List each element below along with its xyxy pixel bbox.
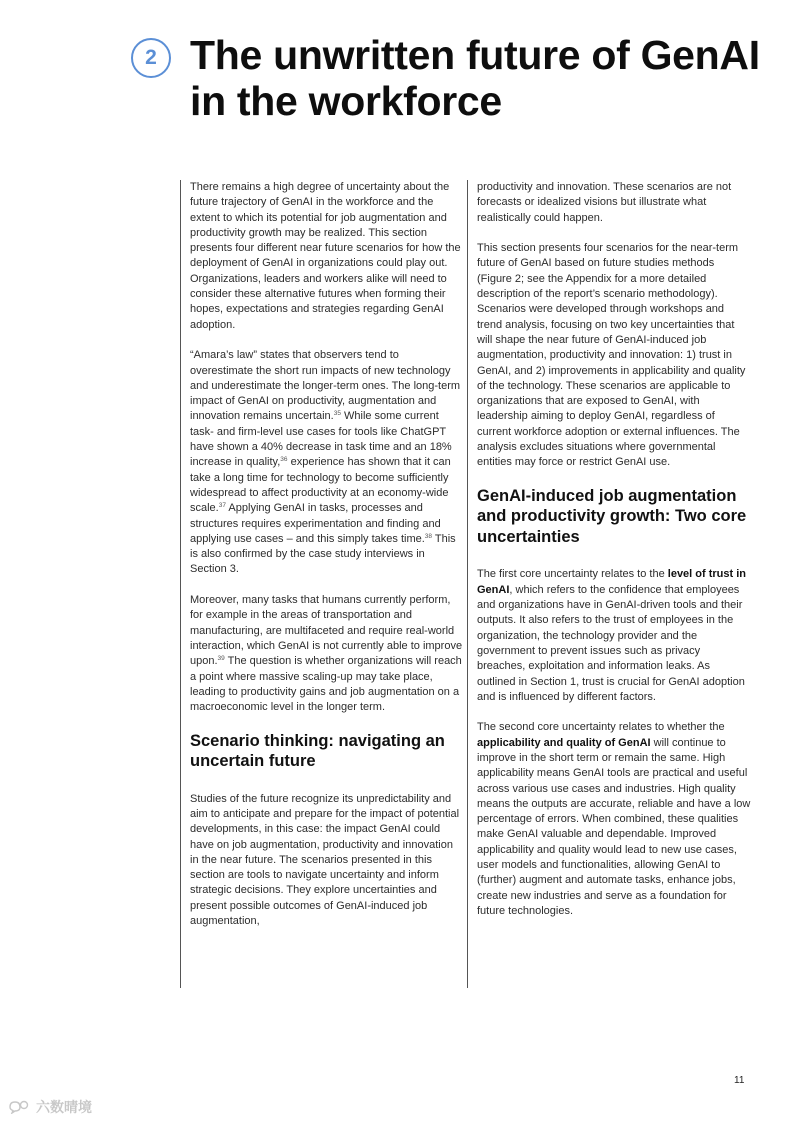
chat-bubble-logo-icon [8, 1100, 30, 1114]
footnote-ref: 37 [218, 502, 226, 510]
watermark-text: 六数晴境 [36, 1099, 92, 1115]
scenarios-method-paragraph: This section presents four scenarios for the near-term future of GenAI based on future studies methods (Figure 2; see the Appendix for a more detailed description of the report’s scenario methodology). Scenarios were developed through workshops and trend analysis, focusing on two key uncertainties that will shape the near future of GenAI-induced job augmentation, productivity and innovation: 1) trust in GenAI, and 2) improvements in applicability and quality of the technology. These scenarios are applicable to organizations that are exposed to GenAI, with leadership aiming to deploy GenAI, regardless of current workforce adoption or external influences. The analysis excludes situations where governmental entities may force or restrict GenAI use. [477, 242, 746, 469]
amaras-law-paragraph: “Amara’s law” states that observers tend to overestimate the short run impacts of new technology and underestimate the longer-term ones. The long-term impact of GenAI on productivity, augmentation and innovation remains uncertain.$^{35}$ While some current task- and firm-level use cases for tools like ChatGPT have shown a 40% decrease in task time and an 18% increase in quality,$^{36}$ experience has shown that it can take a long time for technology to become sufficiently widespread to affect productivity at an economy-wide scale.$^{37}$ Applying GenAI in tasks, processes and structures requires experimentation and finding and applying use cases – and this simply takes time.$^{38}$ This is also confirmed by the case study interviews in Section 3. [190, 349, 461, 576]
section-heading-scenario-thinking: Scenario thinking: navigating an uncertain future [190, 731, 445, 771]
chapter-number-badge: 2 [131, 38, 171, 78]
left-column [190, 180, 464, 945]
left-column-rule [180, 180, 181, 988]
future-studies-paragraph: Studies of the future recognize its unpredictability and aim to anticipate and prepare for the impact of potential developments, in this case: the impact GenAI could have on job augmentation, productivity and innovation in the near future. The scenarios presented in this section are tools to navigate uncertainty and inform strategic decisions. They explore uncertainties and present possible outcomes of GenAI-induced job augmentation, [190, 792, 460, 928]
footnote-ref: 36 [280, 456, 288, 464]
footnote-ref: 39 [217, 655, 225, 663]
page-title: The unwritten future of GenAI in the workforce [190, 32, 760, 124]
section-heading-core-uncertainties: GenAI-induced job augmentation and productivity growth: Two core uncertainties [477, 486, 747, 546]
quality-paragraph: The second core uncertainty relates to whether the applicability and quality of GenAI will continue to improve in the short term or remain the same. High applicability means GenAI tools are practical and useful across various use cases and industries. High quality means the outputs are accurate, reliable and have a low percentage of errors. When combined, these qualities make GenAI valuable and dependable. Improved applicability and quality would lead to new use cases, user models and functionalities, allowing GenAI to (further) augment and automate tasks, enhance jobs, create new industries and serve as a foundation for future technologies. [477, 721, 751, 917]
page-number: 11 [734, 1075, 745, 1086]
intro-paragraph: There remains a high degree of uncertainty about the future trajectory of GenAI in the workforce and the extent to which its potential for job augmentation and productivity growth may be realized. This section presents four different near future scenarios for how the deployment of GenAI in organizations could play out. Organizations, leaders and workers alike will need to consider these alternative futures when forming their hopes, expectations and strategies regarding GenAI adoption. [190, 181, 461, 331]
right-column-rule [467, 180, 468, 988]
footnote-ref: 38 [424, 532, 433, 540]
watermark [8, 1097, 92, 1117]
highlight-applicability: applicability and quality of GenAI [477, 736, 651, 749]
footnote-ref: 35 [333, 410, 341, 418]
trust-paragraph: The first core uncertainty relates to the level of trust in GenAI, which refers to the confidence that employees and organizations have in GenAI-driven tools and their outputs. It also refers to the trust of employees in the organization, the technology provider and the government to prevent issues such as privacy breaches, exploitation and information leaks. As outlined in Section 1, trust is crucial for GenAI adoption and is influenced by different factors. [477, 568, 747, 703]
tasks-paragraph: Moreover, many tasks that humans currently perform, for example in the areas of transportation and manufacturing, are multifaceted and require real-world interaction, which GenAI is not currently able to improve upon.$^{39}$ The question is whether organizations will reach a point where massive scaling-up may take place, leading to productivity gains and job augmentation on a macroeconomic level in the longer term. [190, 594, 463, 714]
right-column [477, 180, 751, 935]
continued-paragraph: productivity and innovation. These scenarios are not forecasts or idealized visions but illustrate what realistically could happen. [477, 181, 732, 224]
highlight-trust: level of trust in GenAI [477, 568, 747, 596]
